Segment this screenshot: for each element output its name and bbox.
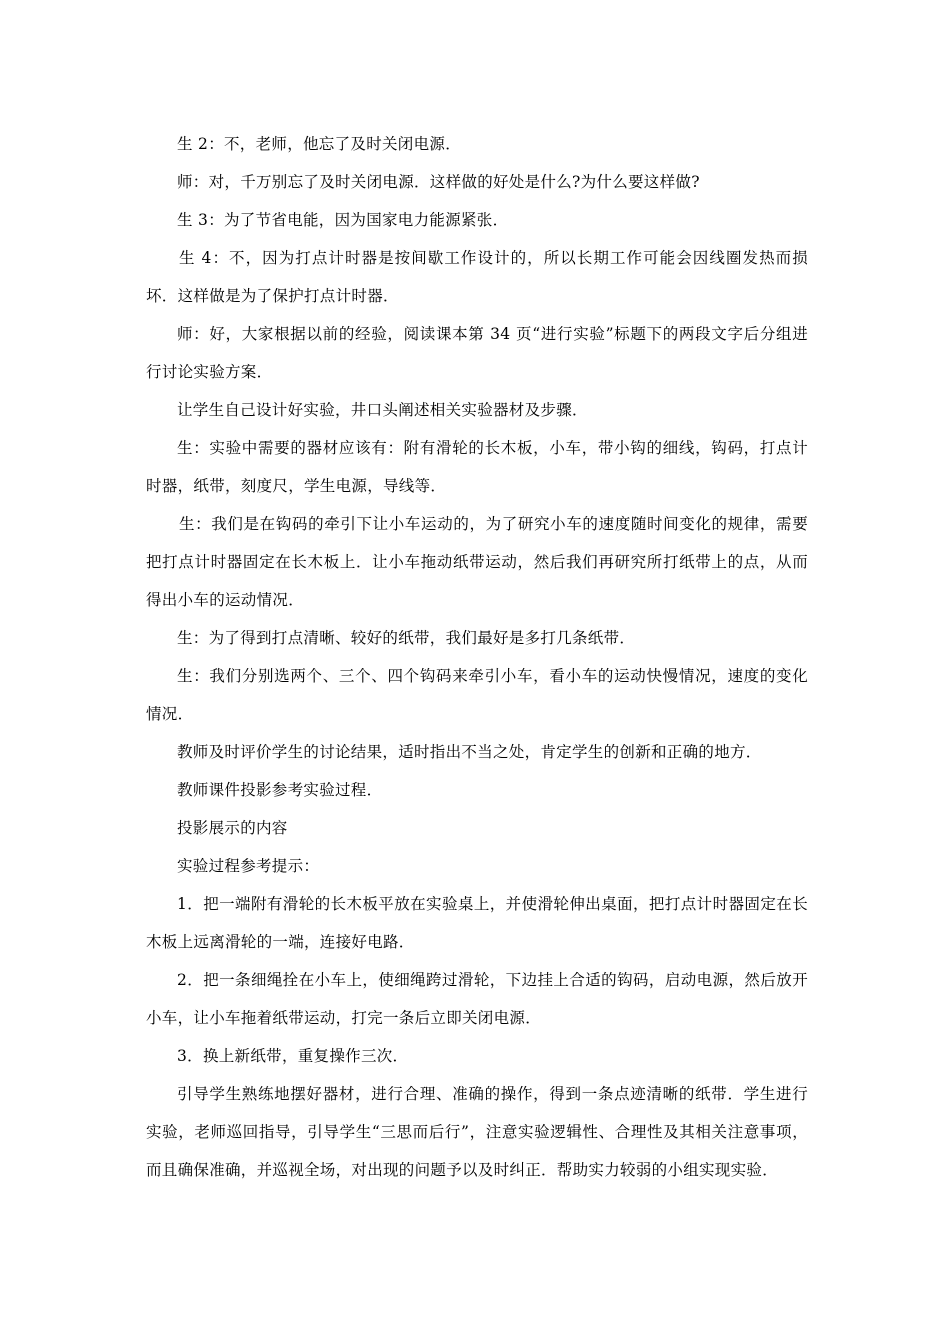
paragraph-teacher-evaluation: 教师及时评价学生的讨论结果，适时指出不当之处，肯定学生的创新和正确的地方．	[177, 743, 762, 761]
paragraph-teacher-question: 师：对，千万别忘了及时关闭电源．这样做的好处是什么?为什么要这样做?	[177, 173, 700, 191]
step-2: 2．把一条细绳拴在小车上，使细绳跨过滑轮，下边挂上合适的钩码，启动电源，然后放开小车，让小车拖着纸带运动，打完一条后立即关闭电源．	[146, 971, 808, 1027]
paragraph-projection-content: 投影展示的内容	[177, 819, 288, 837]
paragraph-method: 生：我们是在钩码的牵引下让小车运动的，为了研究小车的速度随时间变化的规律，需要把打点计时器固定在长木板上．让小车拖动纸带运动，然后我们再研究所打纸带上的点，从而得出小车的运动情况．	[146, 515, 808, 609]
paragraph-teacher-reading: 师：好，大家根据以前的经验，阅读课本第 34 页“进行实验”标题下的两段文字后分组进行讨论实验方案．	[146, 325, 808, 381]
paragraph-student2: 生 2：不，老师，他忘了及时关闭电源．	[177, 135, 461, 153]
paragraph-student4: 生 4：不，因为打点计时器是按间歇工作设计的，所以长期工作可能会因线圈发热而损坏．这样做是为了保护打点计时器．	[146, 249, 808, 305]
paragraph-reference-tips: 实验过程参考提示：	[177, 857, 320, 875]
document-body	[146, 125, 808, 1189]
paragraph-equipment: 生：实验中需要的器材应该有：附有滑轮的长木板，小车，带小钩的细线，钩码，打点计时器，纸带，刻度尺，学生电源，导线等．	[146, 439, 808, 495]
paragraph-projection: 教师课件投影参考实验过程．	[177, 781, 383, 799]
paragraph-student3: 生 3：为了节省电能，因为国家电力能源紧张．	[177, 211, 509, 229]
step-1: 1．把一端附有滑轮的长木板平放在实验桌上，并使滑轮伸出桌面，把打点计时器固定在长木板上远离滑轮的一端，连接好电路．	[146, 895, 808, 951]
step-3: 3．换上新纸带，重复操作三次．	[177, 1047, 409, 1065]
paragraph-guidance: 引导学生熟练地摆好器材，进行合理、准确的操作，得到一条点迹清晰的纸带．学生进行实验，老师巡回指导，引导学生“三思而后行”，注意实验逻辑性、合理性及其相关注意事项，而且确保准确，并巡视全场，对出现的问题予以及时纠正．帮助实力较弱的小组实现实验．	[146, 1085, 808, 1179]
paragraph-weights: 生：我们分别选两个、三个、四个钩码来牵引小车，看小车的运动快慢情况，速度的变化情况．	[146, 667, 808, 723]
paragraph-multiple-tapes: 生：为了得到打点清晰、较好的纸带，我们最好是多打几条纸带．	[177, 629, 636, 647]
paragraph-design-experiment: 让学生自己设计好实验，井口头阐述相关实验器材及步骤．	[177, 401, 588, 419]
